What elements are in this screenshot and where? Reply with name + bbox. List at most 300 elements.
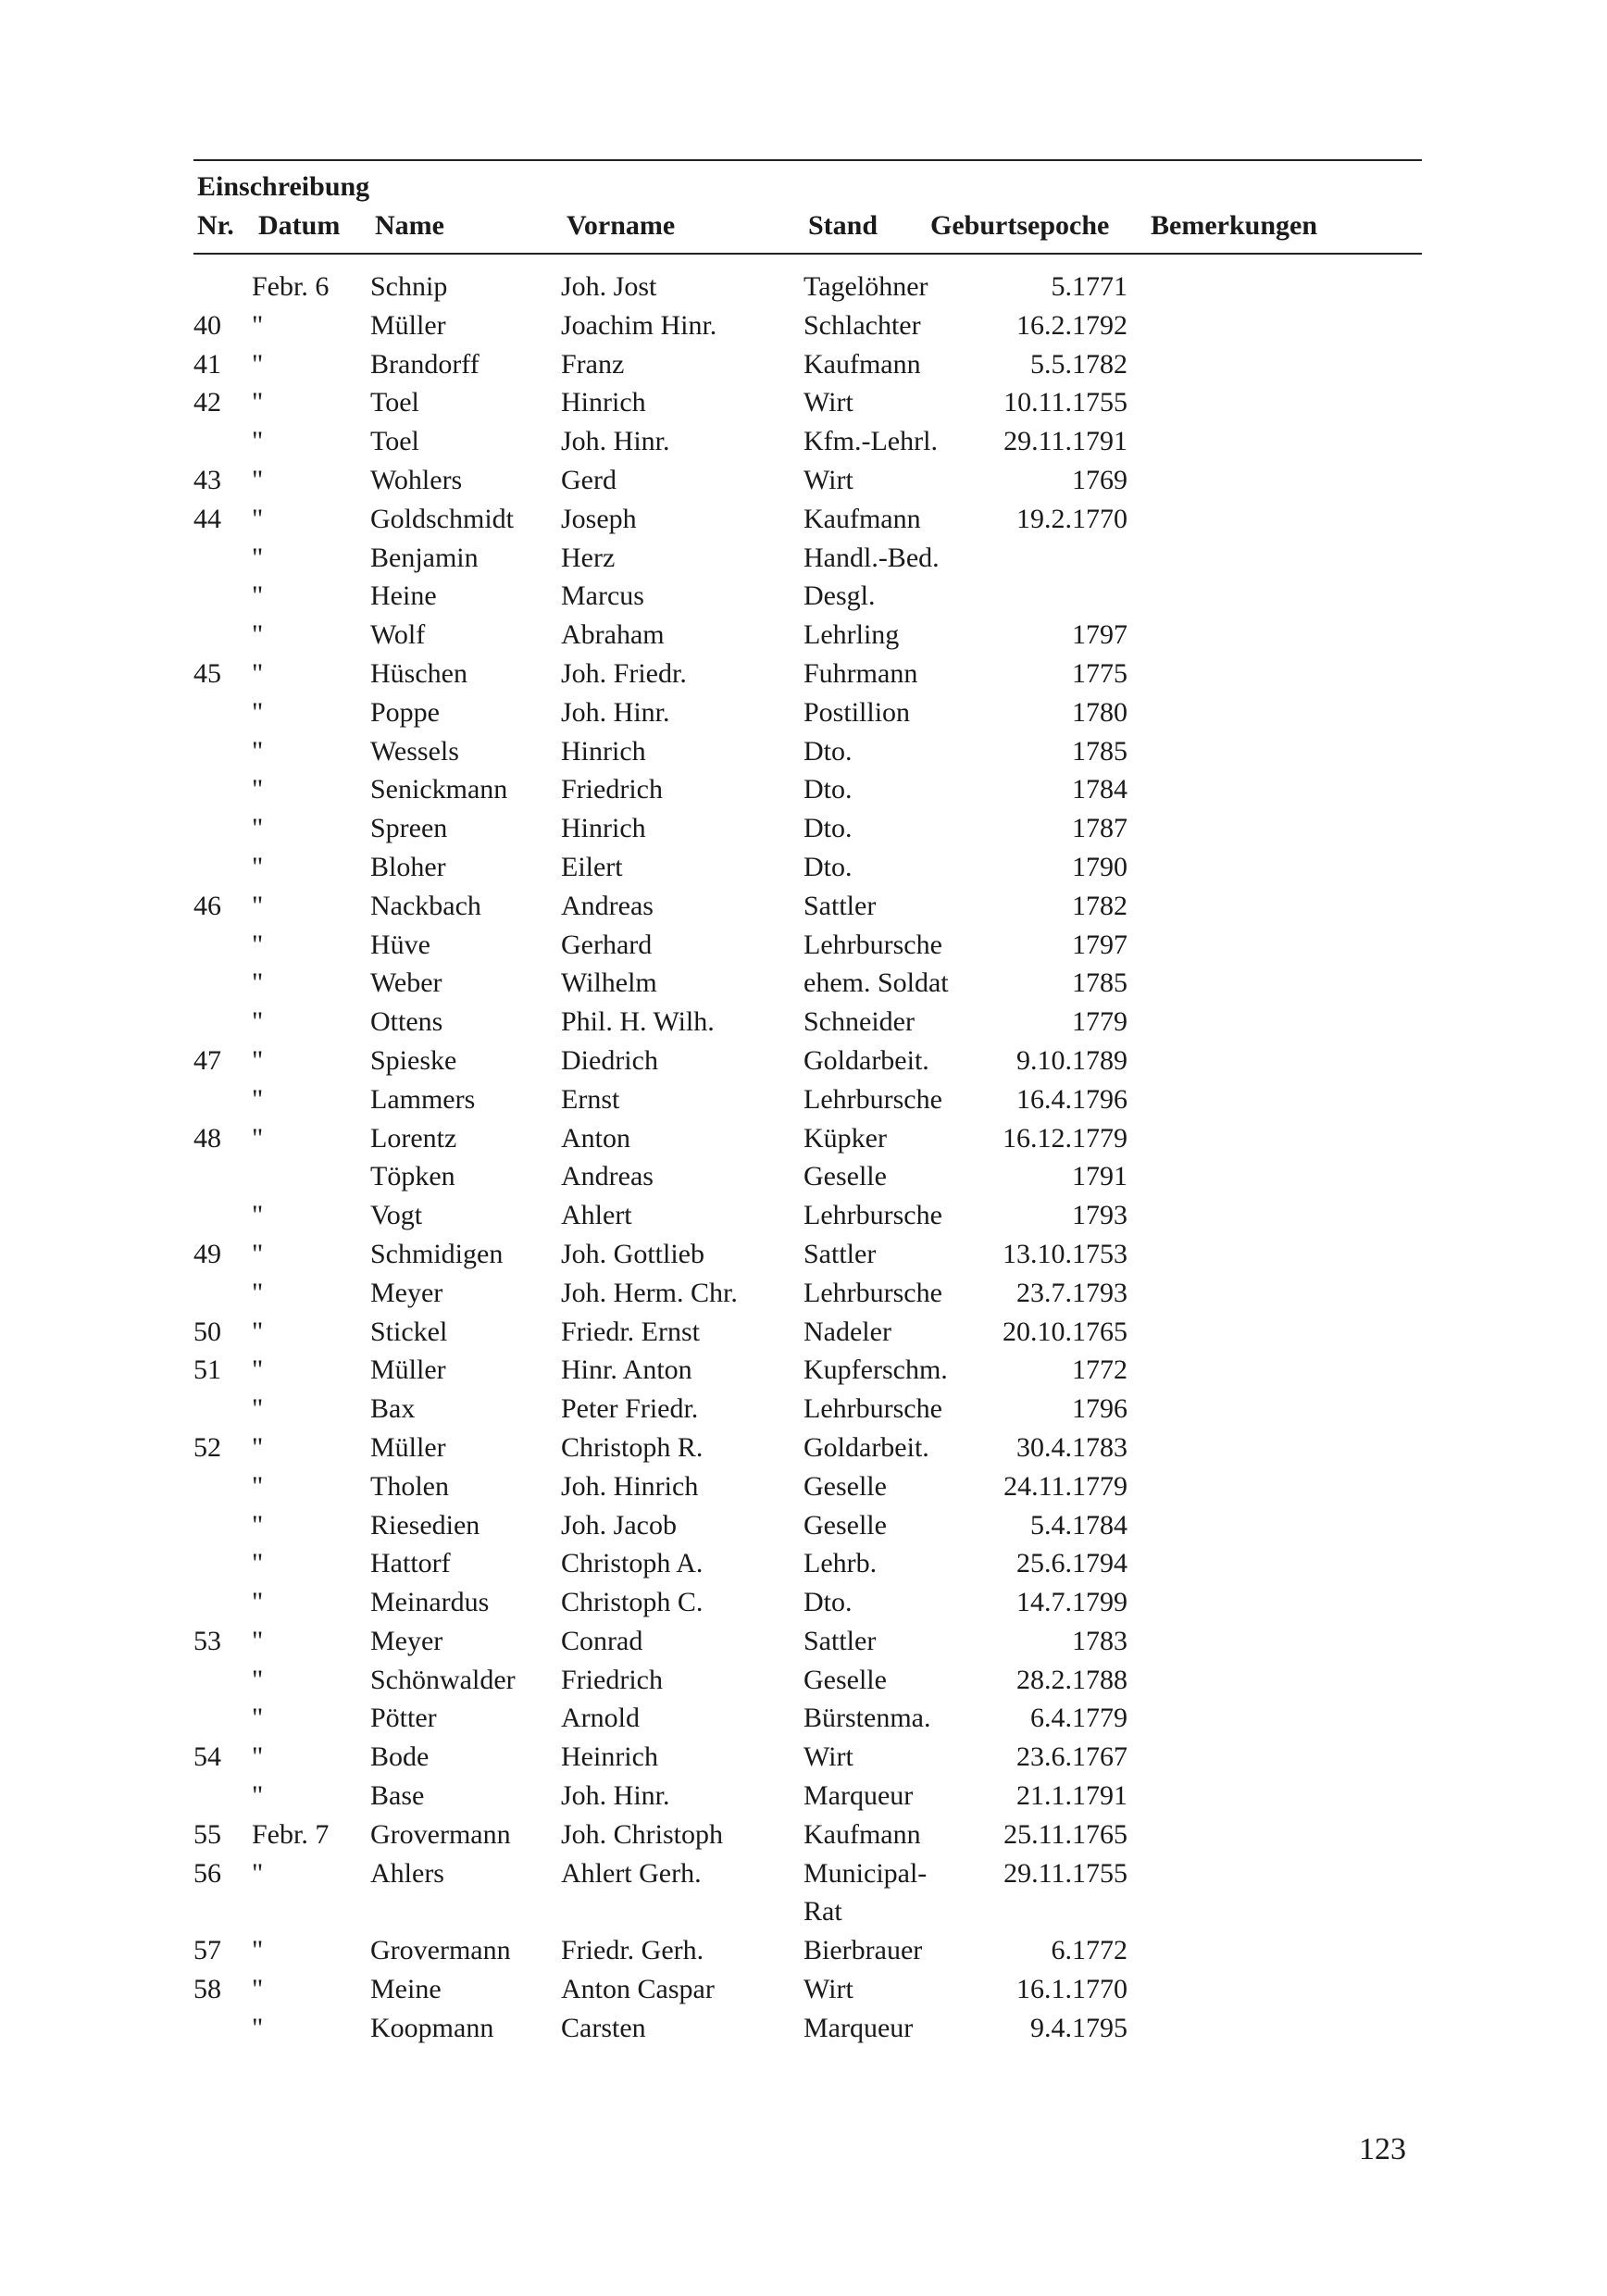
cell-stand: Sattler	[804, 1625, 877, 1656]
header-nr: Nr.	[197, 210, 234, 241]
cell-stand: Kfm.-Lehrl.	[804, 426, 938, 457]
cell-vorname: Diedrich	[561, 1044, 658, 1076]
cell-vorname: Phil. H. Wilh.	[561, 1006, 715, 1038]
cell-vorname: Christoph A.	[561, 1548, 704, 1579]
cell-vorname: Joachim Hinr.	[561, 309, 717, 341]
cell-stand: Wirt	[804, 387, 853, 418]
cell-stand: Postillion	[804, 696, 911, 728]
cell-datum: "	[252, 348, 264, 380]
table-row	[0, 1390, 1607, 1429]
register-table	[0, 268, 1607, 2048]
cell-datum: Febr. 7	[252, 1818, 330, 1850]
cell-name: Grovermann	[370, 1818, 511, 1850]
cell-geburtsepoche: 16.12.1779	[1003, 1122, 1127, 1154]
cell-name: Lammers	[370, 1083, 476, 1115]
cell-geburtsepoche: 1787	[1072, 813, 1127, 844]
cell-name: Meyer	[370, 1625, 443, 1656]
header-stand: Stand	[808, 210, 878, 241]
cell-stand: Tagelöhner	[804, 271, 928, 302]
cell-geburtsepoche: 1783	[1072, 1625, 1127, 1656]
cell-vorname: Conrad	[561, 1625, 643, 1656]
cell-name: Schönwalder	[370, 1664, 516, 1695]
cell-nr: 47	[193, 1044, 221, 1076]
cell-vorname: Joh. Hinr.	[561, 696, 670, 728]
cell-name: Koopmann	[370, 2012, 494, 2043]
cell-nr: 54	[193, 1741, 221, 1773]
cell-geburtsepoche: 1780	[1072, 696, 1127, 728]
cell-datum: "	[252, 542, 264, 573]
cell-stand: Geselle	[804, 1664, 887, 1695]
cell-nr: 48	[193, 1122, 221, 1154]
cell-vorname: Joh. Jacob	[561, 1509, 677, 1541]
cell-geburtsepoche: 1797	[1072, 929, 1127, 960]
cell-datum: "	[252, 464, 264, 495]
cell-stand: Wirt	[804, 1974, 853, 2005]
cell-datum: "	[252, 1470, 264, 1502]
cell-datum: "	[252, 813, 264, 844]
cell-geburtsepoche: 30.4.1783	[1016, 1431, 1127, 1463]
cell-vorname: Abraham	[561, 619, 665, 651]
cell-stand: Desgl.	[804, 580, 876, 612]
table-row	[0, 1467, 1607, 1506]
cell-datum: "	[252, 1431, 264, 1463]
cell-vorname: Andreas	[561, 890, 654, 921]
cell-datum: "	[252, 1780, 264, 1812]
table-row	[0, 1506, 1607, 1545]
table-row	[0, 1235, 1607, 1274]
cell-datum: "	[252, 580, 264, 612]
header-bemerkungen: Bemerkungen	[1151, 210, 1317, 241]
cell-name: Bode	[370, 1741, 430, 1773]
cell-datum: "	[252, 387, 264, 418]
cell-geburtsepoche: 1782	[1072, 890, 1127, 921]
cell-datum: "	[252, 1664, 264, 1695]
cell-datum: "	[252, 503, 264, 534]
cell-vorname: Joh. Hinr.	[561, 426, 670, 457]
cell-vorname: Ernst	[561, 1083, 620, 1115]
cell-nr: 46	[193, 890, 221, 921]
cell-stand: Marqueur	[804, 2012, 914, 2043]
cell-vorname: Hinrich	[561, 813, 646, 844]
cell-stand: Lehrling	[804, 619, 900, 651]
cell-name: Pötter	[370, 1703, 437, 1734]
cell-stand: Geselle	[804, 1509, 887, 1541]
cell-nr: 58	[193, 1974, 221, 2005]
cell-vorname: Andreas	[561, 1161, 654, 1192]
cell-geburtsepoche: 25.11.1765	[1003, 1818, 1127, 1850]
cell-vorname: Friedrich	[561, 1664, 663, 1695]
cell-vorname: Joh. Christoph	[561, 1818, 724, 1850]
cell-name: Meine	[370, 1974, 442, 2005]
table-row	[0, 1003, 1607, 1042]
cell-geburtsepoche: 1772	[1072, 1354, 1127, 1386]
cell-stand: Kaufmann	[804, 348, 921, 380]
cell-name: Spreen	[370, 813, 448, 844]
cell-datum: "	[252, 929, 264, 960]
cell-stand: Lehrbursche	[804, 1083, 942, 1115]
cell-geburtsepoche: 20.10.1765	[1003, 1316, 1127, 1347]
cell-datum: "	[252, 774, 264, 805]
cell-stand: Wirt	[804, 1741, 853, 1773]
cell-stand: Lehrbursche	[804, 1277, 942, 1308]
cell-geburtsepoche: 6.1772	[1051, 1935, 1127, 1966]
cell-stand: Lehrb.	[804, 1548, 878, 1579]
cell-vorname: Ahlert Gerh.	[561, 1857, 702, 1889]
cell-name: Müller	[370, 1431, 446, 1463]
cell-stand: Lehrbursche	[804, 1200, 942, 1231]
table-row	[0, 1544, 1607, 1583]
cell-stand: Bierbrauer	[804, 1935, 923, 1966]
cell-geburtsepoche: 9.10.1789	[1016, 1044, 1127, 1076]
cell-vorname: Ahlert	[561, 1200, 632, 1231]
table-row	[0, 1699, 1607, 1738]
cell-geburtsepoche: 1769	[1072, 464, 1127, 495]
table-row	[0, 1429, 1607, 1467]
cell-nr: 51	[193, 1354, 221, 1386]
cell-stand: Municipal-	[804, 1857, 928, 1889]
header-vorname: Vorname	[567, 210, 676, 241]
cell-nr: 52	[193, 1431, 221, 1463]
table-row	[0, 732, 1607, 771]
cell-geburtsepoche: 1775	[1072, 657, 1127, 689]
table-row	[0, 809, 1607, 848]
table-row	[0, 1080, 1607, 1119]
cell-geburtsepoche: 23.6.1767	[1016, 1741, 1127, 1773]
cell-geburtsepoche: 1791	[1072, 1161, 1127, 1192]
cell-geburtsepoche: 9.4.1795	[1030, 2012, 1127, 2043]
cell-stand: Kupferschm.	[804, 1354, 948, 1386]
cell-datum: "	[252, 1741, 264, 1773]
cell-datum: "	[252, 1587, 264, 1618]
cell-geburtsepoche: 5.5.1782	[1030, 348, 1127, 380]
cell-datum: "	[252, 1044, 264, 1076]
cell-vorname: Heinrich	[561, 1741, 658, 1773]
cell-name: Base	[370, 1780, 425, 1812]
cell-name: Riesedien	[370, 1509, 480, 1541]
cell-name: Heine	[370, 580, 437, 612]
cell-datum: "	[252, 1935, 264, 1966]
cell-datum: "	[252, 890, 264, 921]
cell-name: Grovermann	[370, 1935, 511, 1966]
cell-stand: Handl.-Bed.	[804, 542, 940, 573]
cell-geburtsepoche: 16.1.1770	[1016, 1974, 1127, 2005]
cell-vorname: Gerd	[561, 464, 617, 495]
cell-vorname: Gerhard	[561, 929, 653, 960]
table-row	[0, 1313, 1607, 1352]
table-row	[0, 1970, 1607, 2009]
table-row	[0, 1042, 1607, 1080]
cell-geburtsepoche: 6.4.1779	[1030, 1703, 1127, 1734]
cell-nr: 55	[193, 1818, 221, 1850]
cell-geburtsepoche: 5.4.1784	[1030, 1509, 1127, 1541]
cell-name: Brandorff	[370, 348, 480, 380]
table-row	[0, 2009, 1607, 2048]
cell-vorname: Friedr. Ernst	[561, 1316, 700, 1347]
cell-vorname: Marcus	[561, 580, 644, 612]
table-row	[0, 848, 1607, 887]
cell-stand: Küpker	[804, 1122, 887, 1154]
table-row	[0, 1119, 1607, 1158]
cell-datum: "	[252, 619, 264, 651]
table-row	[0, 422, 1607, 461]
cell-stand: Lehrbursche	[804, 1393, 942, 1425]
cell-nr: 42	[193, 387, 221, 418]
cell-datum: "	[252, 1316, 264, 1347]
cell-datum: "	[252, 1548, 264, 1579]
cell-nr: 44	[193, 503, 221, 534]
cell-datum: "	[252, 1006, 264, 1038]
cell-vorname: Wilhelm	[561, 967, 657, 999]
cell-stand: Sattler	[804, 1238, 877, 1269]
cell-vorname: Hinrich	[561, 387, 646, 418]
cell-vorname: Herz	[561, 542, 616, 573]
cell-stand: Bürstenma.	[804, 1703, 931, 1734]
table-row	[0, 1816, 1607, 1854]
cell-vorname: Joh. Herm. Chr.	[561, 1277, 738, 1308]
cell-datum: "	[252, 309, 264, 341]
cell-geburtsepoche: 1785	[1072, 735, 1127, 767]
cell-stand: Dto.	[804, 851, 853, 882]
cell-name: Wohlers	[370, 464, 463, 495]
cell-vorname: Christoph R.	[561, 1431, 704, 1463]
cell-stand: Geselle	[804, 1161, 887, 1192]
cell-name: Meinardus	[370, 1587, 490, 1618]
cell-vorname: Friedrich	[561, 774, 663, 805]
cell-geburtsepoche: 1797	[1072, 619, 1127, 651]
cell-vorname: Carsten	[561, 2012, 646, 2043]
cell-stand: Goldarbeit.	[804, 1044, 929, 1076]
table-row	[0, 577, 1607, 616]
cell-vorname: Hinrich	[561, 735, 646, 767]
cell-geburtsepoche: 1793	[1072, 1200, 1127, 1231]
table-row	[0, 461, 1607, 500]
table-row	[0, 1351, 1607, 1390]
cell-name: Senickmann	[370, 774, 508, 805]
table-row	[0, 616, 1607, 655]
table-row	[0, 306, 1607, 345]
cell-stand: Dto.	[804, 735, 853, 767]
table-row	[0, 1854, 1607, 1893]
cell-nr: 56	[193, 1857, 221, 1889]
cell-geburtsepoche: 24.11.1779	[1003, 1470, 1127, 1502]
cell-name: Poppe	[370, 696, 440, 728]
cell-stand: Dto.	[804, 813, 853, 844]
cell-nr: 57	[193, 1935, 221, 1966]
cell-vorname: Joh. Friedr.	[561, 657, 687, 689]
cell-name: Ottens	[370, 1006, 443, 1038]
cell-name: Lorentz	[370, 1122, 457, 1154]
table-row	[0, 1931, 1607, 1970]
cell-geburtsepoche: 1790	[1072, 851, 1127, 882]
cell-nr: 41	[193, 348, 221, 380]
cell-vorname: Franz	[561, 348, 625, 380]
cell-nr: 50	[193, 1316, 221, 1347]
cell-datum: "	[252, 735, 264, 767]
cell-vorname: Joh. Hinr.	[561, 1780, 670, 1812]
cell-nr: 49	[193, 1238, 221, 1269]
table-row	[0, 1196, 1607, 1235]
cell-name: Meyer	[370, 1277, 443, 1308]
cell-geburtsepoche: 19.2.1770	[1016, 503, 1127, 534]
cell-name: Toel	[370, 426, 419, 457]
cell-datum: "	[252, 1083, 264, 1115]
table-row	[0, 770, 1607, 809]
cell-stand: Marqueur	[804, 1780, 914, 1812]
cell-name: Bax	[370, 1393, 416, 1425]
cell-geburtsepoche: 1785	[1072, 967, 1127, 999]
header-rule	[193, 253, 1422, 255]
cell-stand: Kaufmann	[804, 1818, 921, 1850]
cell-vorname: Hinr. Anton	[561, 1354, 692, 1386]
table-row	[0, 539, 1607, 578]
top-rule	[193, 159, 1422, 161]
table-row	[0, 1157, 1607, 1196]
cell-vorname: Anton	[561, 1122, 630, 1154]
cell-name: Schnip	[370, 271, 448, 302]
cell-stand: Dto.	[804, 774, 853, 805]
header-geburtsepoche: Geburtsepoche	[930, 210, 1110, 241]
cell-datum: "	[252, 657, 264, 689]
cell-name: Goldschmidt	[370, 503, 514, 534]
cell-geburtsepoche: 25.6.1794	[1016, 1548, 1127, 1579]
cell-datum: "	[252, 851, 264, 882]
table-row	[0, 655, 1607, 693]
cell-datum: "	[252, 1703, 264, 1734]
cell-datum: "	[252, 1509, 264, 1541]
cell-stand: Rat	[804, 1896, 842, 1928]
cell-datum: "	[252, 1200, 264, 1231]
cell-stand: Fuhrmann	[804, 657, 918, 689]
cell-name: Spieske	[370, 1044, 457, 1076]
cell-vorname: Joseph	[561, 503, 637, 534]
cell-datum: "	[252, 1122, 264, 1154]
cell-nr: 53	[193, 1625, 221, 1656]
table-row	[0, 964, 1607, 1003]
cell-name: Hattorf	[370, 1548, 451, 1579]
table-row	[0, 383, 1607, 422]
cell-stand: Wirt	[804, 464, 853, 495]
cell-datum: "	[252, 1974, 264, 2005]
cell-datum: "	[252, 2012, 264, 2043]
cell-geburtsepoche: 10.11.1755	[1003, 387, 1127, 418]
cell-name: Bloher	[370, 851, 446, 882]
cell-name: Vogt	[370, 1200, 423, 1231]
table-row	[0, 1661, 1607, 1700]
cell-nr: 45	[193, 657, 221, 689]
table-row	[0, 1583, 1607, 1622]
cell-datum: "	[252, 967, 264, 999]
cell-datum: Febr. 6	[252, 271, 330, 302]
cell-vorname: Joh. Hinrich	[561, 1470, 699, 1502]
cell-stand: Kaufmann	[804, 503, 921, 534]
cell-stand: Schlachter	[804, 309, 921, 341]
cell-geburtsepoche: 13.10.1753	[1003, 1238, 1127, 1269]
table-row	[0, 268, 1607, 306]
cell-name: Hüschen	[370, 657, 467, 689]
cell-datum: "	[252, 1238, 264, 1269]
cell-datum: "	[252, 1354, 264, 1386]
cell-geburtsepoche: 16.4.1796	[1016, 1083, 1127, 1115]
cell-vorname: Anton Caspar	[561, 1974, 715, 2005]
cell-name: Hüve	[370, 929, 430, 960]
cell-name: Toel	[370, 387, 419, 418]
cell-geburtsepoche: 5.1771	[1051, 271, 1127, 302]
cell-geburtsepoche: 1779	[1072, 1006, 1127, 1038]
cell-stand: Geselle	[804, 1470, 887, 1502]
cell-datum: "	[252, 426, 264, 457]
cell-geburtsepoche: 1784	[1072, 774, 1127, 805]
cell-nr: 43	[193, 464, 221, 495]
page-number: 123	[1359, 2132, 1406, 2166]
cell-datum: "	[252, 696, 264, 728]
cell-geburtsepoche: 14.7.1799	[1016, 1587, 1127, 1618]
cell-stand: Dto.	[804, 1587, 853, 1618]
table-row	[0, 1777, 1607, 1816]
table-row	[0, 1892, 1607, 1931]
cell-datum: "	[252, 1393, 264, 1425]
table-row	[0, 1274, 1607, 1313]
cell-vorname: Joh. Jost	[561, 271, 657, 302]
cell-stand: Goldarbeit.	[804, 1431, 929, 1463]
cell-vorname: Friedr. Gerh.	[561, 1935, 704, 1966]
cell-stand: Lehrbursche	[804, 929, 942, 960]
cell-geburtsepoche: 16.2.1792	[1016, 309, 1127, 341]
cell-stand: Schneider	[804, 1006, 915, 1038]
cell-name: Nackbach	[370, 890, 481, 921]
cell-geburtsepoche: 1796	[1072, 1393, 1127, 1425]
cell-nr: 40	[193, 309, 221, 341]
table-row	[0, 345, 1607, 384]
cell-vorname: Peter Friedr.	[561, 1393, 699, 1425]
cell-name: Ahlers	[370, 1857, 444, 1889]
cell-name: Stickel	[370, 1316, 448, 1347]
cell-geburtsepoche: 28.2.1788	[1016, 1664, 1127, 1695]
cell-geburtsepoche: 23.7.1793	[1016, 1277, 1127, 1308]
table-row	[0, 1622, 1607, 1661]
cell-name: Tholen	[370, 1470, 449, 1502]
cell-name: Wolf	[370, 619, 426, 651]
cell-name: Müller	[370, 1354, 446, 1386]
table-row	[0, 926, 1607, 965]
cell-vorname: Christoph C.	[561, 1587, 704, 1618]
cell-datum: "	[252, 1277, 264, 1308]
table-row	[0, 500, 1607, 539]
cell-name: Benjamin	[370, 542, 479, 573]
table-row	[0, 1738, 1607, 1777]
cell-geburtsepoche: 21.1.1791	[1016, 1780, 1127, 1812]
cell-datum: "	[252, 1625, 264, 1656]
table-row	[0, 693, 1607, 732]
cell-vorname: Arnold	[561, 1703, 640, 1734]
header-name: Name	[375, 210, 444, 241]
cell-name: Wessels	[370, 735, 459, 767]
header-einschreibung: Einschreibung	[197, 171, 370, 202]
cell-name: Weber	[370, 967, 442, 999]
cell-name: Schmidigen	[370, 1238, 504, 1269]
cell-vorname: Eilert	[561, 851, 623, 882]
cell-stand: Sattler	[804, 890, 877, 921]
cell-geburtsepoche: 29.11.1755	[1003, 1857, 1127, 1889]
cell-stand: Nadeler	[804, 1316, 891, 1347]
table-row	[0, 887, 1607, 926]
cell-name: Töpken	[370, 1161, 455, 1192]
cell-vorname: Joh. Gottlieb	[561, 1238, 704, 1269]
cell-stand: ehem. Soldat	[804, 967, 949, 999]
cell-datum: "	[252, 1857, 264, 1889]
header-datum: Datum	[258, 210, 341, 241]
cell-geburtsepoche: 29.11.1791	[1003, 426, 1127, 457]
cell-name: Müller	[370, 309, 446, 341]
